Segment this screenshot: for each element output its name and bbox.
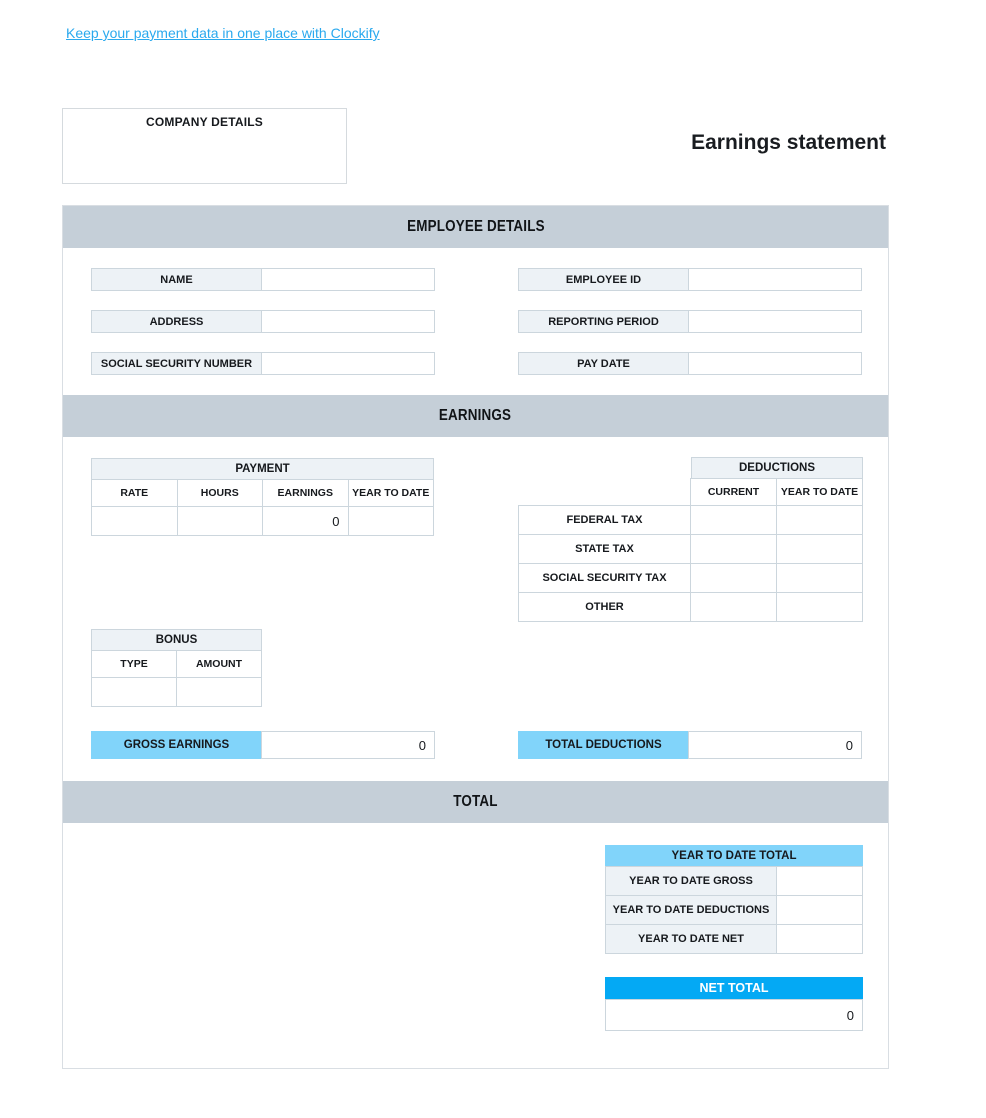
- field-row-reporting-period: [518, 310, 862, 333]
- other-label: OTHER: [518, 592, 691, 622]
- section-header-total: [63, 781, 888, 823]
- ytd-net-label: YEAR TO DATE NET: [605, 924, 777, 954]
- deductions-table: [518, 458, 863, 622]
- federal-tax-current-cell[interactable]: [690, 505, 777, 535]
- other-ytd-cell[interactable]: [776, 592, 863, 622]
- total-deductions-label: TOTAL DEDUCTIONS: [518, 731, 689, 759]
- employee-fields-left: [91, 268, 435, 394]
- employee-details-section: [63, 248, 888, 395]
- total-deductions-value[interactable]: 0: [688, 731, 862, 759]
- federal-tax-ytd-cell[interactable]: [776, 505, 863, 535]
- payment-data-row: [91, 506, 434, 536]
- total-section: [63, 823, 888, 1068]
- bonus-table-title: BONUS: [91, 629, 262, 651]
- bonus-amount-cell[interactable]: [176, 677, 262, 707]
- gross-earnings-label: GROSS EARNINGS: [91, 731, 262, 759]
- federal-tax-label: FEDERAL TAX: [518, 505, 691, 535]
- social-security-tax-label: SOCIAL SECURITY TAX: [518, 563, 691, 593]
- bonus-table: [91, 629, 262, 707]
- ssn-label: SOCIAL SECURITY NUMBER: [91, 352, 262, 375]
- net-total-title: NET TOTAL: [605, 977, 863, 999]
- deductions-title-row: [518, 457, 863, 479]
- total-deductions-row: [518, 731, 862, 759]
- employee-id-input[interactable]: [688, 268, 862, 291]
- reporting-period-label: REPORTING PERIOD: [518, 310, 689, 333]
- rate-column-header: RATE: [91, 479, 178, 507]
- address-input[interactable]: [261, 310, 435, 333]
- bonus-type-cell[interactable]: [91, 677, 177, 707]
- ytd-gross-label: YEAR TO DATE GROSS: [605, 866, 777, 896]
- ytd-deductions-cell[interactable]: [776, 895, 863, 925]
- payment-table-title: PAYMENT: [91, 458, 434, 480]
- field-row-pay-date: [518, 352, 862, 375]
- ytd-column-header: YEAR TO DATE: [776, 478, 863, 506]
- section-heading-text: EARNINGS: [439, 407, 512, 424]
- pay-date-input[interactable]: [688, 352, 862, 375]
- section-header-earnings: [63, 395, 888, 437]
- company-details-box[interactable]: [62, 108, 347, 184]
- rate-cell[interactable]: [91, 506, 178, 536]
- company-details-label: COMPANY DETAILS: [145, 115, 263, 129]
- address-label: ADDRESS: [91, 310, 262, 333]
- ytd-total-title: YEAR TO DATE TOTAL: [605, 845, 863, 867]
- ytd-net-cell[interactable]: [776, 924, 863, 954]
- type-column-header: TYPE: [91, 650, 177, 678]
- ytd-gross-cell[interactable]: [776, 866, 863, 896]
- ytd-cell[interactable]: [348, 506, 435, 536]
- deductions-table-title: DEDUCTIONS: [691, 457, 863, 479]
- amount-column-header: AMOUNT: [176, 650, 262, 678]
- ytd-deductions-label: YEAR TO DATE DEDUCTIONS: [605, 895, 777, 925]
- ytd-net-row: [605, 924, 863, 954]
- deductions-header-row: [518, 478, 863, 506]
- earnings-cell[interactable]: 0: [262, 506, 349, 536]
- hours-column-header: HOURS: [177, 479, 264, 507]
- section-heading-text: TOTAL: [453, 793, 498, 810]
- hours-cell[interactable]: [177, 506, 264, 536]
- gross-earnings-value[interactable]: 0: [261, 731, 435, 759]
- deduction-row-other: [518, 592, 863, 622]
- section-heading-text: EMPLOYEE DETAILS: [406, 218, 545, 235]
- clockify-promo-link[interactable]: Keep your payment data in one place with Clockify: [66, 25, 380, 41]
- name-label: NAME: [91, 268, 262, 291]
- deduction-row-state-tax: [518, 534, 863, 564]
- earnings-column-header: EARNINGS: [262, 479, 349, 507]
- ytd-gross-row: [605, 866, 863, 896]
- state-tax-label: STATE TAX: [518, 534, 691, 564]
- social-security-tax-current-cell[interactable]: [690, 563, 777, 593]
- earnings-statement-form: [62, 205, 889, 1069]
- name-input[interactable]: [261, 268, 435, 291]
- section-header-employee-details: [63, 206, 888, 248]
- current-column-header: CURRENT: [690, 478, 777, 506]
- deduction-row-social-security-tax: [518, 563, 863, 593]
- state-tax-ytd-cell[interactable]: [776, 534, 863, 564]
- payment-table: [91, 458, 434, 536]
- ytd-deductions-row: [605, 895, 863, 925]
- employee-id-label: EMPLOYEE ID: [518, 268, 689, 291]
- bonus-data-row: [91, 677, 262, 707]
- earnings-section: [63, 437, 888, 781]
- ytd-column-header: YEAR TO DATE: [348, 479, 435, 507]
- deductions-spacer: [518, 457, 691, 479]
- field-row-address: [91, 310, 435, 333]
- other-current-cell[interactable]: [690, 592, 777, 622]
- bonus-header-row: [91, 650, 262, 678]
- state-tax-current-cell[interactable]: [690, 534, 777, 564]
- ssn-input[interactable]: [261, 352, 435, 375]
- page-title: Earnings statement: [691, 131, 886, 154]
- deductions-spacer: [518, 478, 691, 506]
- year-to-date-total-table: [605, 845, 863, 954]
- reporting-period-input[interactable]: [688, 310, 862, 333]
- net-total-table: [605, 977, 863, 1031]
- gross-earnings-row: [91, 731, 435, 759]
- deduction-row-federal-tax: [518, 505, 863, 535]
- net-total-value[interactable]: 0: [605, 999, 863, 1031]
- employee-fields-right: [518, 268, 862, 394]
- payment-header-row: [91, 479, 434, 507]
- field-row-employee-id: [518, 268, 862, 291]
- field-row-name: [91, 268, 435, 291]
- field-row-ssn: [91, 352, 435, 375]
- pay-date-label: PAY DATE: [518, 352, 689, 375]
- social-security-tax-ytd-cell[interactable]: [776, 563, 863, 593]
